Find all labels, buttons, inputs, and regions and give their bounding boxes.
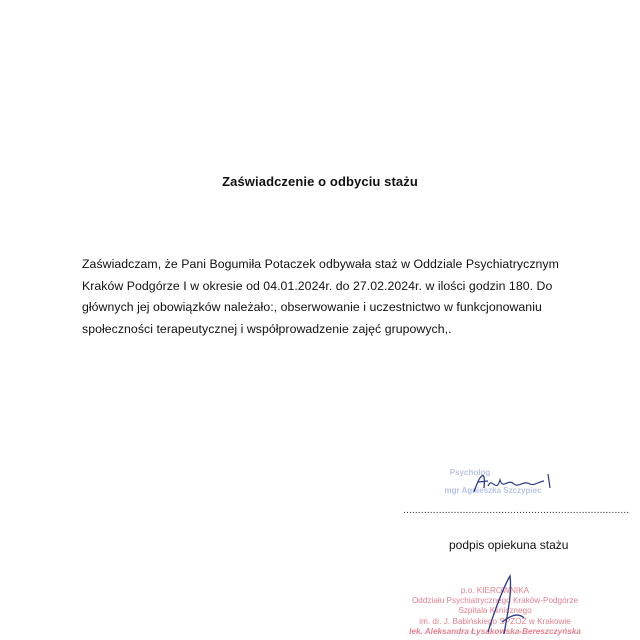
body-line: Zaświadczam, że Pani Bogumiła Potaczek odbywała staż w Oddziale Psychiatrycznym xyxy=(82,257,559,271)
head-stamp-line: p.o. KIEROWNIKA xyxy=(460,586,530,595)
head-stamp-name: lek. Aleksandra Łysakowska-Bereszczyńska xyxy=(409,626,581,636)
body-line: Kraków Podgórze I w okresie od 04.01.2024r. do 27.02.2024r. w ilości godzin 180. Do xyxy=(82,278,553,293)
document-title: Zaświadczenie o odbyciu stażu xyxy=(222,174,418,189)
supervisor-signature xyxy=(470,464,560,498)
body-line: społeczności terapeutycznej i współprowadzenie zajęć grupowych,. xyxy=(82,321,452,336)
supervisor-stamp-name: mgr Agnieszka Szczypiec xyxy=(444,486,542,495)
head-stamp-line: Szpitala Klinicznego xyxy=(458,606,532,616)
signature-line: ............................................................................ xyxy=(403,505,630,516)
supervisor-stamp-role: Psycholog xyxy=(449,468,491,477)
head-stamp-line: im. dr. J. Babińskiego SPZOZ w Krakowie xyxy=(419,616,571,626)
head-stamp-line: Oddziału Psychiatrycznego Kraków-Podgórze xyxy=(411,596,579,606)
head-signature xyxy=(480,572,530,640)
certificate-body xyxy=(82,254,568,340)
signature-label: podpis opiekuna stażu xyxy=(449,538,569,552)
body-line: głównych jej obowiązków należało:, obserwowanie i uczestnictwo w funkcjonowaniu xyxy=(82,300,542,314)
